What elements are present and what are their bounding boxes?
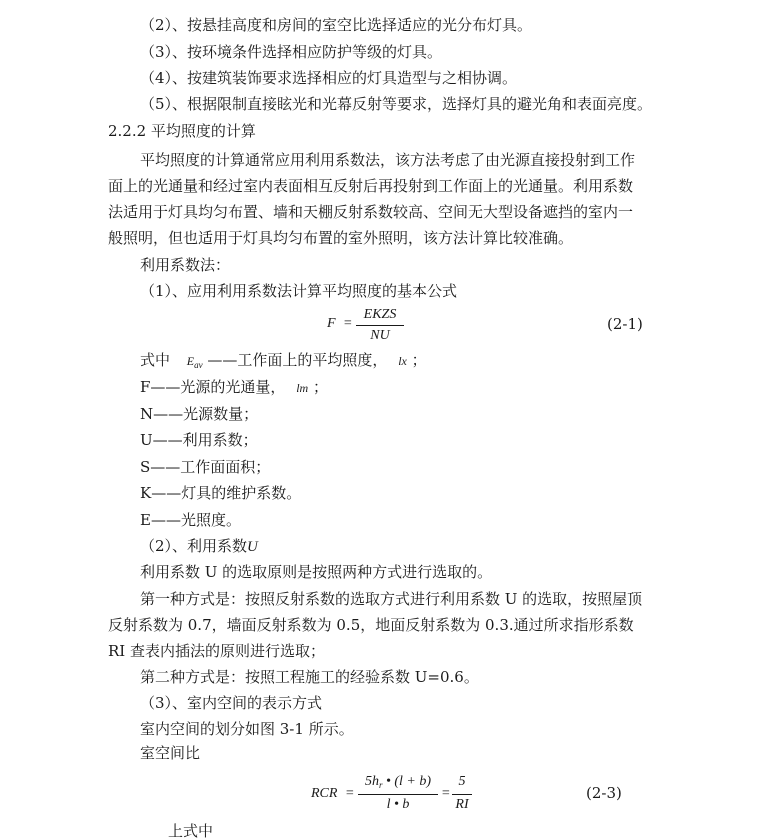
paragraph-line: 反射系数为 0.7，墙面反射系数为 0.5，地面反射系数为 0.3.通过所求指形系数 [108, 616, 634, 634]
paragraph-line: 利用系数 U 的选取原则是按照两种方式进行选取的。 [140, 563, 493, 581]
paragraph-line: 第一种方式是：按照反射系数的选取方式进行利用系数 U 的选取，按照屋顶 [140, 590, 643, 608]
section-heading: 2.2.2 平均照度的计算 [108, 122, 256, 140]
definition-end: ； [312, 378, 328, 396]
formula-denominator: RI [455, 797, 469, 812]
step-heading: （1）、应用利用系数法计算平均照度的基本公式 [140, 282, 458, 300]
fraction-bar [358, 794, 438, 795]
numerator-subscript: r [378, 780, 383, 790]
paragraph-line: 法适用于灯具均匀布置、墙和天棚反射系数较高、空间无大型设备遮挡的室内一 [108, 203, 634, 221]
paragraph-line: 面上的光通量和经过室内表面相互反射后再投射到工作面上的光通量。利用系数 [108, 177, 634, 195]
formula-numerator [358, 774, 438, 790]
formula-equals: = [345, 786, 355, 801]
fraction-bar [356, 325, 404, 326]
equation-number: (2-3) [586, 784, 622, 802]
list-item: （5）、根据限制直接眩光和光幕反射等要求，选择灯具的避光角和表面亮度。 [140, 95, 653, 113]
where-end: ； [411, 351, 427, 369]
step-heading [140, 537, 258, 556]
formula-numerator: 5 [458, 774, 466, 789]
numerator-rest: • (l + b) [382, 774, 432, 789]
paragraph-line: 第二种方式是：按照工程施工的经验系数 U=0.6。 [140, 668, 479, 686]
symbol-subscript: av [194, 360, 203, 370]
formula-lhs: F [327, 316, 336, 331]
formula-denominator: l • b [386, 797, 410, 812]
list-item: （3）、按环境条件选择相应防护等级的灯具。 [140, 43, 443, 61]
fraction-bar [452, 794, 472, 795]
definition-item: E——光照度。 [140, 511, 241, 529]
definition-text: F——光源的光通量， [140, 378, 286, 396]
definition-item: S——工作面面积； [140, 458, 271, 476]
list-item: （2）、按悬挂高度和房间的室空比选择适应的光分布灯具。 [140, 16, 533, 34]
method-label: 利用系数法： [140, 256, 231, 274]
where-prefix: 式中 [140, 351, 171, 369]
definition-item: N——光源数量； [140, 405, 259, 423]
unit-lm: lm [296, 381, 309, 395]
symbol-u: U [247, 539, 258, 555]
paragraph-line: 般照明，但也适用于灯具均匀布置的室外照明，该方法计算比较准确。 [108, 229, 574, 247]
where-desc: ——工作面上的平均照度， [207, 351, 388, 369]
paragraph-line: RI 查表内插法的原则进行选取； [108, 642, 325, 660]
formula-numerator: EKZS [363, 307, 397, 322]
paragraph-line: 平均照度的计算通常应用利用系数法，该方法考虑了由光源直接投射到工作 [140, 151, 636, 169]
formula-lhs: RCR [311, 786, 338, 801]
formula-equals: = [343, 316, 353, 331]
step-heading: （3）、室内空间的表示方式 [140, 694, 323, 712]
equation-number: (2-1) [607, 315, 643, 333]
paragraph-line: 室内空间的划分如图 3-1 所示。 [140, 720, 354, 738]
numerator-term: 5h [364, 774, 379, 789]
definition-item: U——利用系数； [140, 431, 258, 449]
step-text: （2）、利用系数 [140, 537, 248, 555]
definition-item: K——灯具的维护系数。 [140, 484, 302, 502]
where-clause [140, 351, 427, 374]
list-item: （4）、按建筑装饰要求选择相应的灯具造型与之相协调。 [140, 69, 518, 87]
definition-item [140, 378, 328, 397]
ratio-label: 室空间比 [140, 744, 201, 762]
unit-lx: lx [398, 354, 407, 368]
formula-denominator: NU [370, 328, 390, 343]
symbol-e: E [186, 354, 195, 368]
formula-equals: = [441, 786, 451, 801]
paragraph-line: 上式中 [168, 822, 214, 840]
